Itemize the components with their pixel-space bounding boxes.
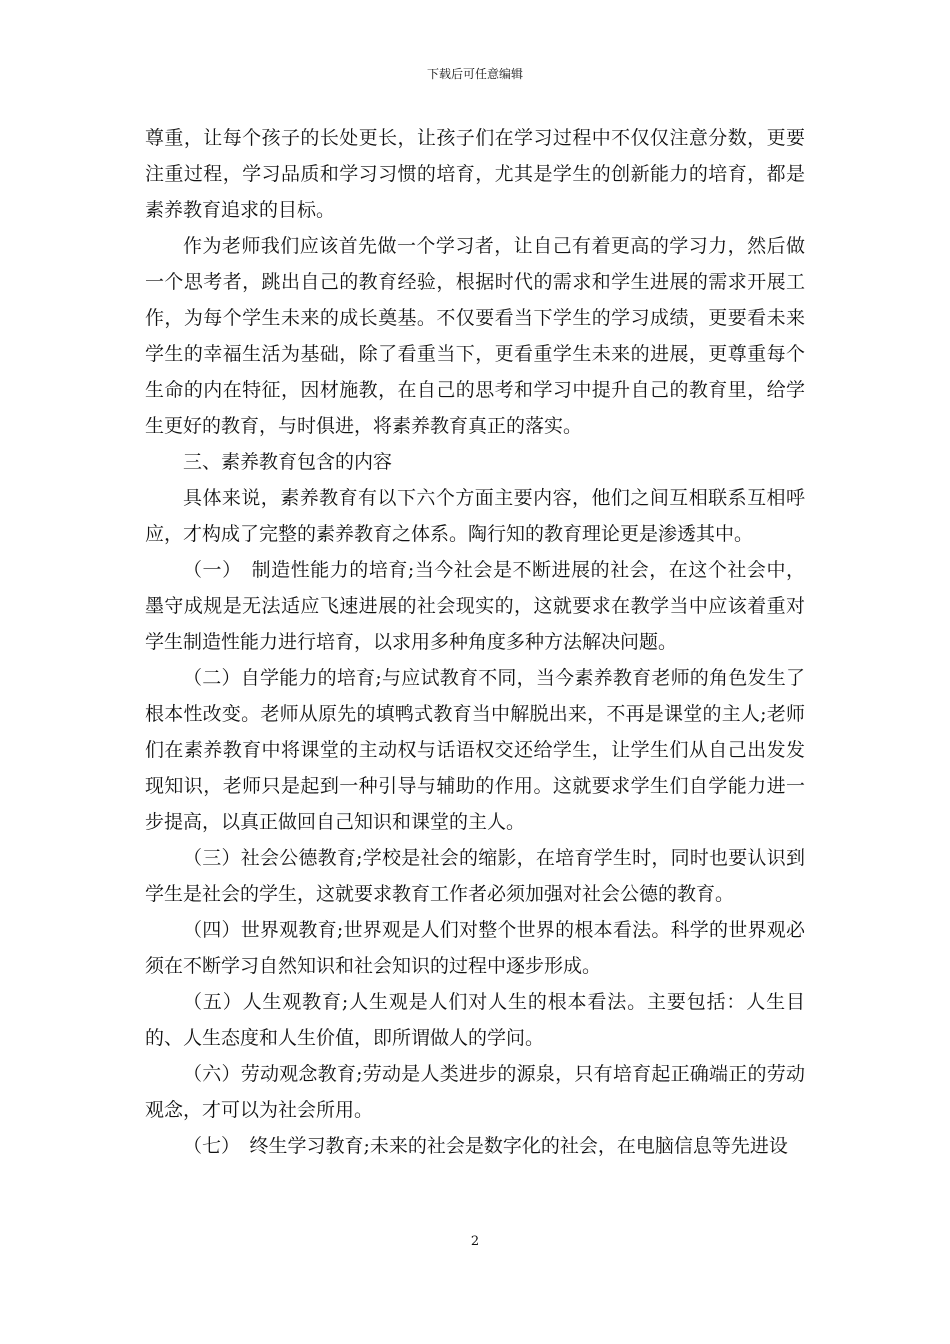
page-header: 下载后可任意编辑 xyxy=(426,67,523,81)
list-item-labor: （六）劳动观念教育;劳动是人类进步的源泉，只有培育起正确端正的劳动观念，才可以为社会所用。 xyxy=(145,1063,805,1121)
paragraph-respect-continuation: 尊重，让每个孩子的长处更长，让孩子们在学习过程中不仅仅注意分数，更要注重过程，学习品质和学习习惯的培育，尤其是学生的创新能力的培育，都是素养教育追求的目标。 xyxy=(145,127,805,221)
list-item-lifelong-learning: （七） 终生学习教育;未来的社会是数字化的社会，在电脑信息等先进设 xyxy=(183,1135,788,1157)
list-item-outlook-on-life: （五）人生观教育;人生观是人们对人生的根本看法。主要包括：人生目的、人生态度和人生价值，即所谓做人的学问。 xyxy=(145,991,805,1049)
list-item-social-morality: （三）社会公德教育;学校是社会的缩影，在培育学生时，同时也要认识到学生是社会的学生，这就要求教育工作者必须加强对社会公德的教育。 xyxy=(145,847,805,905)
paragraph-six-aspects: 具体来说，素养教育有以下六个方面主要内容，他们之间互相联系互相呼应，才构成了完整的素养教育之体系。陶行知的教育理论更是渗透其中。 xyxy=(145,487,805,545)
page-number: 2 xyxy=(470,1234,480,1249)
list-item-creativity: （一） 制造性能力的培育;当今社会是不断进展的社会，在这个社会中，墨守成规是无法适应飞速进展的社会现实的，这就要求在教学当中应该着重对学生制造性能力进行培育，以求用多种角度多种方法解决问题。 xyxy=(145,559,805,653)
list-item-worldview: （四）世界观教育;世界观是人们对整个世界的根本看法。科学的世界观必须在不断学习自然知识和社会知识的过程中逐步形成。 xyxy=(145,919,805,977)
section-heading-content: 三、素养教育包含的内容 xyxy=(183,451,393,473)
document-body xyxy=(145,120,805,1164)
paragraph-teacher-role: 作为老师我们应该首先做一个学习者，让自己有着更高的学习力，然后做一个思考者，跳出自己的教育经验，根据时代的需求和学生进展的需求开展工作，为每个学生未来的成长奠基。不仅要看当下学生的学习成绩，更要看未来学生的幸福生活为基础，除了看重当下，更看重学生未来的进展，更尊重每个生命的内在特征，因材施教，在自己的思考和学习中提升自己的教育里，给学生更好的教育，与时俱进，将素养教育真正的落实。 xyxy=(145,235,805,437)
list-item-self-study: （二）自学能力的培育;与应试教育不同，当今素养教育老师的角色发生了根本性改变。老师从原先的填鸭式教育当中解脱出来，不再是课堂的主人;老师们在素养教育中将课堂的主动权与话语权交还给学生，让学生们从自己出发发现知识，老师只是起到一种引导与辅助的作用。这就要求学生们自学能力进一步提高，以真正做回自己知识和课堂的主人。 xyxy=(145,667,805,833)
